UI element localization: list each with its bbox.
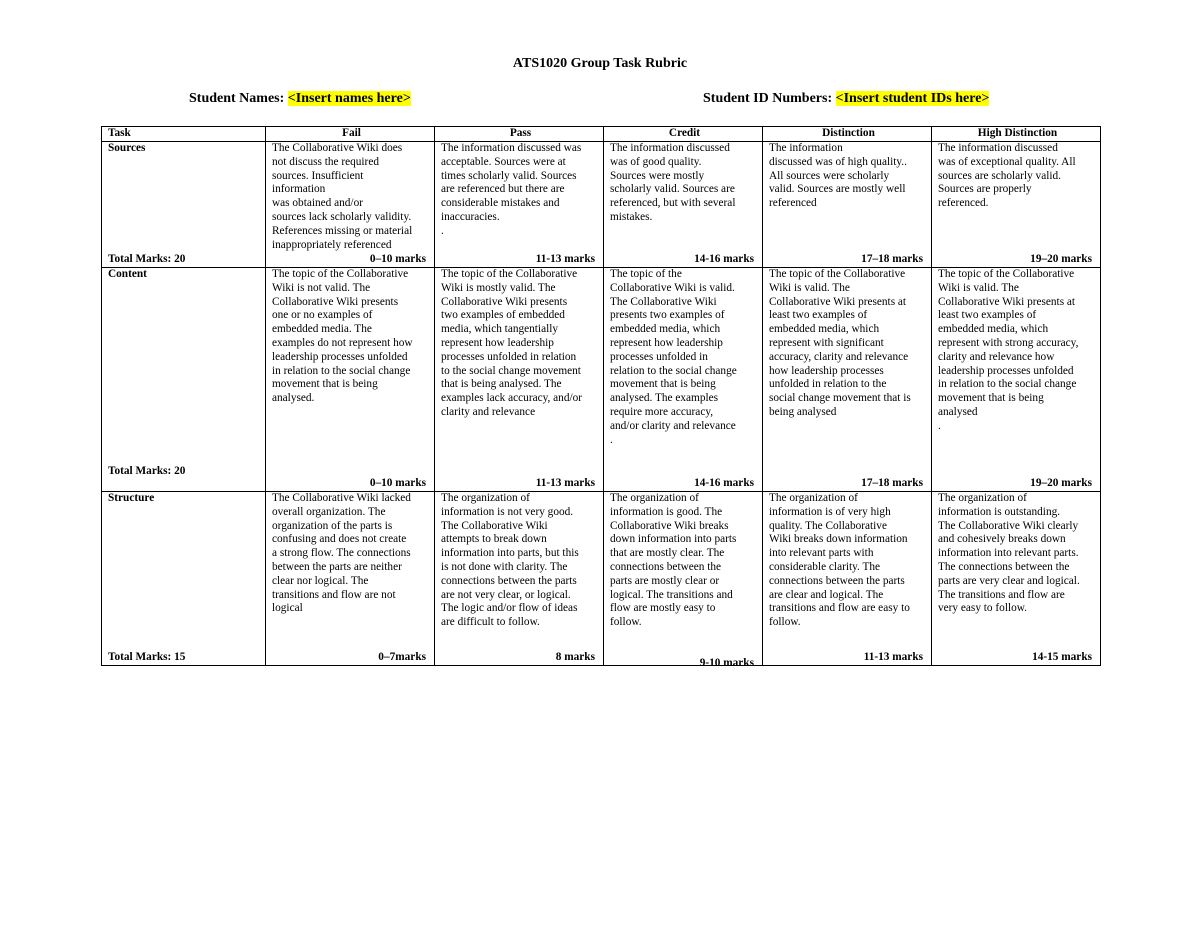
student-names-label: Student Names: xyxy=(189,91,285,106)
total-marks: Total Marks: 20 xyxy=(108,253,186,266)
criterion-cell-distinction xyxy=(763,142,932,268)
criterion-cell-high-distinction xyxy=(932,492,1101,666)
criterion-cell-credit xyxy=(604,492,763,670)
student-ids-field xyxy=(703,91,989,107)
student-names-placeholder[interactable]: <Insert names here> xyxy=(287,91,411,106)
marks-range: 11-13 marks xyxy=(863,651,923,664)
table-row-sources xyxy=(102,142,1101,268)
criterion-cell-pass xyxy=(435,268,604,492)
criterion-description: The topic of the Collaborative Wiki is valid. The Collaborative Wiki presents at least two examples of embedded media, which represent with significant accuracy, clarity and relevance how leadership processes unfolded in relation to the social change movement that is being analysed xyxy=(769,268,911,418)
student-names-field xyxy=(189,91,411,107)
header-pass: Pass xyxy=(435,127,604,142)
criterion-description: The topic of the Collaborative Wiki is not valid. The Collaborative Wiki presents one or no examples of embedded media. The examples do not represent how leadership processes unfolded in relation to the social change movement that is being analysed. xyxy=(272,268,413,405)
document-title: ATS1020 Group Task Rubric xyxy=(512,56,688,71)
task-cell xyxy=(102,492,266,666)
header-high-distinction: High Distinction xyxy=(932,127,1101,142)
task-name: Sources xyxy=(108,142,146,154)
marks-range: 0–10 marks xyxy=(369,477,426,490)
criterion-description: The topic of the Collaborative Wiki is mostly valid. The Collaborative Wiki presents two examples of embedded media, which tangentially represent how leadership processes unfolded in relation to the social change movement that is being analysed. The examples lack accuracy, and/or clarity and relevance xyxy=(441,268,583,418)
marks-range: 11-13 marks xyxy=(535,477,595,490)
marks-range: 14-16 marks xyxy=(694,253,754,266)
task-name: Structure xyxy=(108,492,155,504)
criterion-cell-credit xyxy=(604,268,763,492)
criterion-cell-distinction xyxy=(763,268,932,492)
criterion-description: The topic of the Collaborative Wiki is valid. The Collaborative Wiki presents two examples of embedded media, which represent how leadership processes unfolded in relation to the social change movement that is being analysed. The examples require more accuracy, and/or clarity and relevance . xyxy=(610,268,737,446)
marks-range: 14-16 marks xyxy=(694,477,754,490)
task-name: Content xyxy=(108,268,147,280)
marks-range: 19–20 marks xyxy=(1030,253,1092,266)
criterion-cell-fail xyxy=(266,492,435,666)
criterion-description: The Collaborative Wiki does not discuss the required sources. Insufficient information was obtained and/or sources lack scholarly validity. References missing or material inappropriately referenced xyxy=(272,142,413,251)
criterion-description: The information discussed was of exceptional quality. All sources are scholarly valid. Sources are properly referenced. xyxy=(938,142,1076,210)
marks-range: 8 marks xyxy=(555,651,595,664)
marks-range: 19–20 marks xyxy=(1030,477,1092,490)
marks-range: 9-10 marks xyxy=(699,657,754,670)
table-header-row xyxy=(102,127,1101,142)
criterion-cell-distinction xyxy=(763,492,932,666)
total-marks: Total Marks: 20 xyxy=(108,465,186,478)
marks-range: 17–18 marks xyxy=(861,477,923,490)
criterion-cell-pass xyxy=(435,142,604,268)
header-credit: Credit xyxy=(604,127,763,142)
student-ids-label: Student ID Numbers: xyxy=(703,91,833,106)
criterion-cell-high-distinction xyxy=(932,268,1101,492)
marks-range: 14-15 marks xyxy=(1032,651,1092,664)
criterion-description: The organization of information is of very high quality. The Collaborative Wiki breaks down information into relevant parts with considerable clarity. The connections between the parts are clear and logical. The transitions and flow are easy to follow. xyxy=(769,492,910,629)
criterion-cell-fail xyxy=(266,142,435,268)
header-fail: Fail xyxy=(266,127,435,142)
criterion-description: The information discussed was of good quality. Sources were mostly scholarly valid. Sources are referenced, but with several mistakes. xyxy=(610,142,736,223)
marks-range: 11-13 marks xyxy=(535,253,595,266)
table-row-structure xyxy=(102,492,1101,666)
marks-range: 0–7marks xyxy=(378,651,426,664)
criterion-description: The Collaborative Wiki lacked overall organization. The organization of the parts is confusing and does not create a strong flow. The connections between the parts are neither clear nor logical. The transitions and flow are not logical xyxy=(272,492,411,615)
criterion-description: The information discussed was of high quality.. All sources were scholarly valid. Sources are mostly well referenced xyxy=(769,142,907,210)
criterion-cell-pass xyxy=(435,492,604,666)
marks-range: 17–18 marks xyxy=(861,253,923,266)
total-marks: Total Marks: 15 xyxy=(108,651,186,664)
table-row-content xyxy=(102,268,1101,492)
task-cell xyxy=(102,268,266,492)
criterion-description: The organization of information is outstanding. The Collaborative Wiki clearly and cohesively breaks down information into relevant parts. The connections between the parts are very clear and logical. The transitions and flow are very easy to follow. xyxy=(938,492,1080,615)
criterion-cell-fail xyxy=(266,268,435,492)
header-distinction: Distinction xyxy=(763,127,932,142)
rubric-table xyxy=(101,126,1101,670)
criterion-cell-credit xyxy=(604,142,763,268)
student-ids-placeholder[interactable]: <Insert student IDs here> xyxy=(835,91,990,106)
header-task: Task xyxy=(102,127,266,142)
marks-range: 0–10 marks xyxy=(369,253,426,266)
criterion-description: The information discussed was acceptable. Sources were at times scholarly valid. Sources are referenced but there are considerable mistakes and inaccuracies. . xyxy=(441,142,582,237)
criterion-description: The organization of information is good. The Collaborative Wiki breaks down information into parts that are mostly clear. The connections between the parts are mostly clear or logical. The transitions and flow are mostly easy to follow. xyxy=(610,492,737,629)
task-cell xyxy=(102,142,266,268)
criterion-cell-high-distinction xyxy=(932,142,1101,268)
criterion-description: The organization of information is not very good. The Collaborative Wiki attempts to break down information into parts, but this is not done with clarity. The connections between the parts are not very clear, or logical. The logic and/or flow of ideas are difficult to follow. xyxy=(441,492,579,629)
criterion-description: The topic of the Collaborative Wiki is valid. The Collaborative Wiki presents at least two examples of embedded media, which represent with strong accuracy, clarity and relevance how leadership processes unfolded in relation to the social change movement that is being analysed . xyxy=(938,268,1079,432)
